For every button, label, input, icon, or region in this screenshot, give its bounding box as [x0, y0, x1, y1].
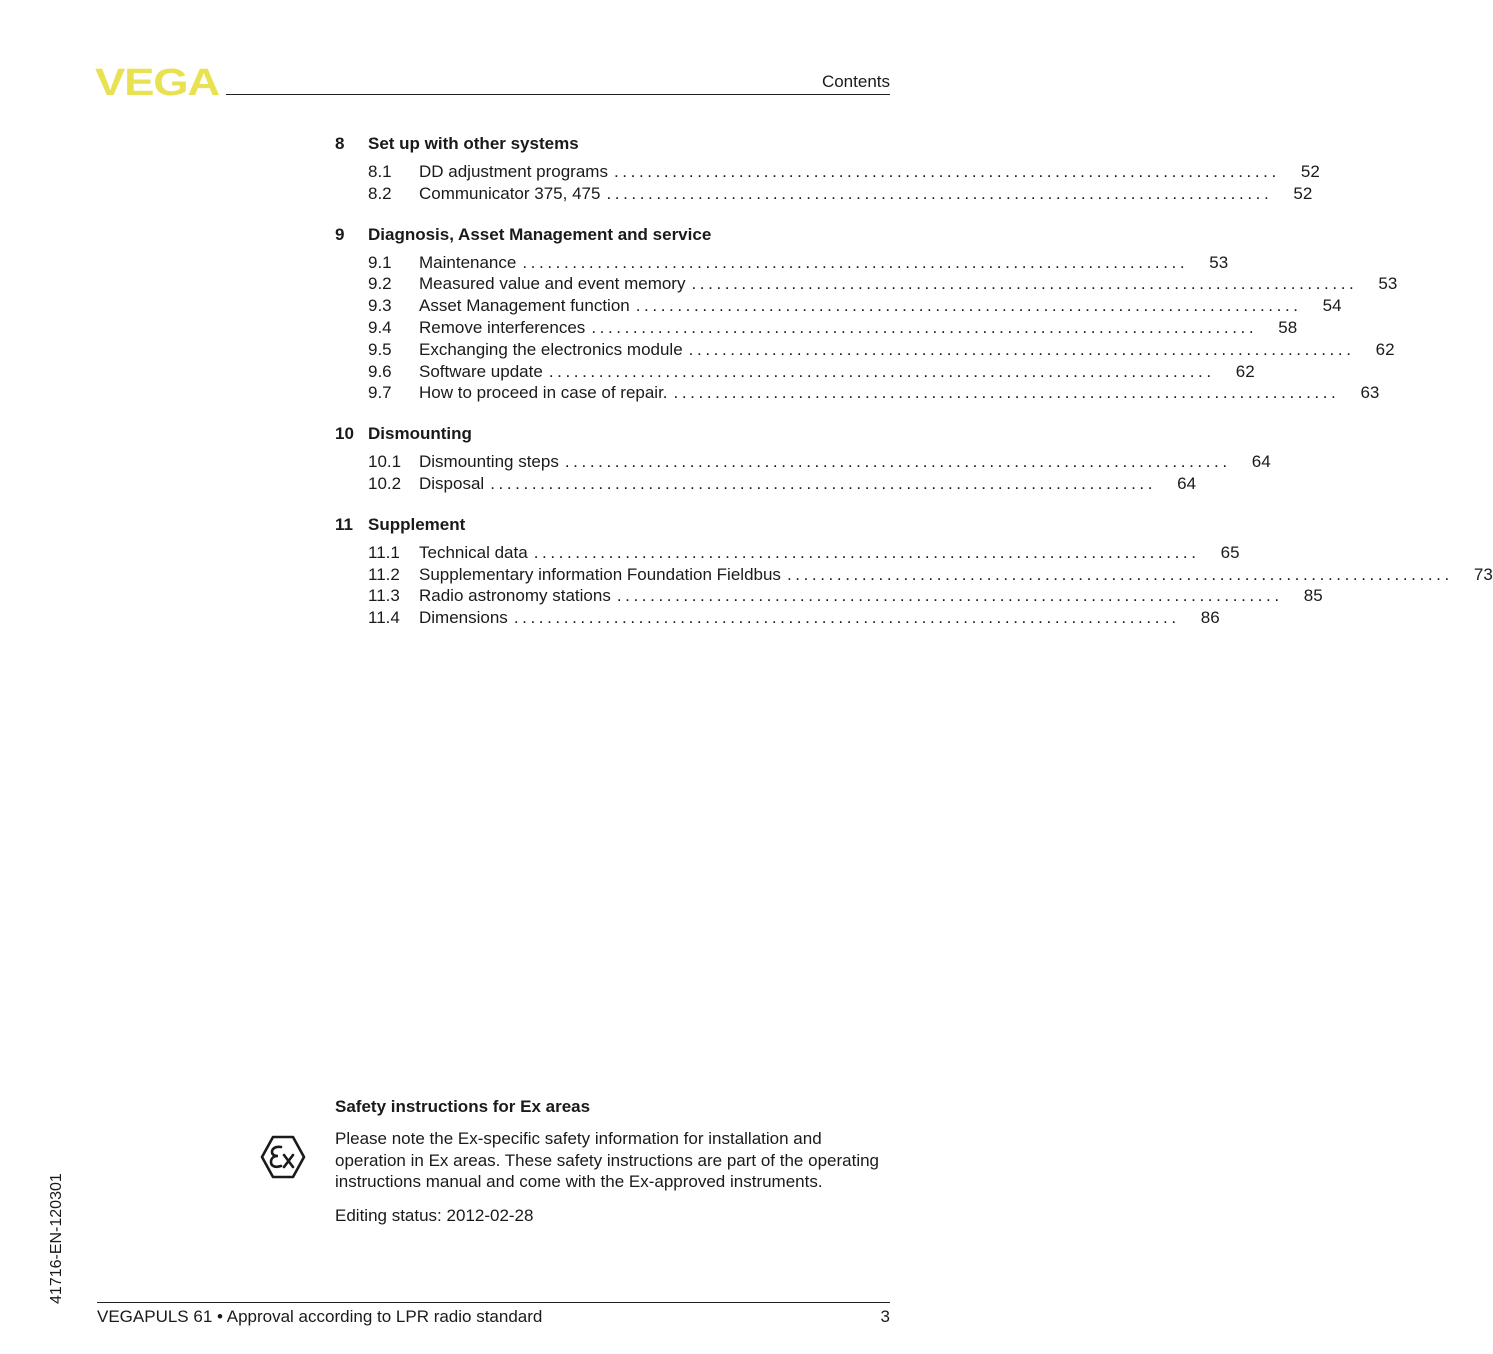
- toc-section: [335, 423, 1271, 495]
- toc-section-title: Dismounting: [368, 424, 472, 444]
- page-number: 3: [880, 1307, 890, 1326]
- toc-dot-leader: ................................................................................: [522, 252, 1189, 272]
- toc-dot-leader: ................................................................................: [691, 274, 1358, 294]
- toc-entry-number: 9.1: [368, 252, 392, 272]
- toc-dot-leader: ................................................................................: [548, 361, 1215, 381]
- footer-title: VEGAPULS 61 • Approval according to LPR radio standard: [97, 1307, 543, 1326]
- toc-entry-page: 62: [1375, 339, 1395, 359]
- toc-entry-number: 10.1: [368, 452, 402, 472]
- toc-entry-title: Radio astronomy stations: [419, 586, 611, 606]
- toc-entry-page: 63: [1360, 383, 1380, 403]
- toc-entry-number: 9.6: [368, 361, 392, 381]
- toc-entry-title: Asset Management function: [419, 296, 630, 316]
- toc-dot-leader: ................................................................................: [635, 296, 1302, 316]
- toc-dot-leader: ................................................................................: [606, 183, 1273, 203]
- toc-entry[interactable]: [335, 473, 1197, 495]
- toc-entry-page: 65: [1220, 542, 1240, 562]
- vega-logo: [95, 62, 221, 104]
- toc-entry-number: 9.4: [368, 317, 392, 337]
- footer-rule: [97, 1302, 890, 1303]
- toc-dot-leader: ................................................................................: [564, 452, 1231, 472]
- toc-entry-title: Communicator 375, 475: [419, 183, 601, 203]
- toc-entry-page: 86: [1200, 608, 1220, 628]
- toc-entry-page: 73: [1473, 564, 1493, 584]
- toc-dot-leader: ................................................................................: [613, 162, 1280, 181]
- toc-entry-number: 11.4: [368, 608, 400, 628]
- toc-entry-number: 9.3: [368, 296, 392, 316]
- toc-section: [335, 514, 1493, 629]
- toc-entry-page: 58: [1278, 317, 1298, 337]
- toc-entry[interactable]: [335, 382, 1380, 404]
- toc-entry-title: Supplementary information Foundation Fieldbus: [419, 564, 781, 584]
- toc-entry[interactable]: [335, 585, 1323, 607]
- toc-entry-title: Technical data: [419, 542, 528, 562]
- table-of-contents: [335, 133, 1493, 648]
- toc-entry-page: 64: [1251, 452, 1271, 472]
- toc-section-number: 9: [335, 224, 345, 244]
- toc-entry[interactable]: [335, 317, 1298, 339]
- toc-entry-number: 10.2: [368, 473, 402, 493]
- toc-entry-number: 9.5: [368, 339, 392, 359]
- toc-entry-title: DD adjustment programs: [419, 162, 608, 181]
- toc-section: [335, 133, 1320, 205]
- toc-dot-leader: ................................................................................: [688, 339, 1355, 359]
- toc-entry-page: 85: [1303, 586, 1323, 606]
- toc-section-heading[interactable]: [335, 224, 890, 246]
- toc-entry-title: Measured value and event memory: [419, 274, 686, 294]
- toc-entry[interactable]: [335, 252, 1229, 274]
- toc-entry[interactable]: [335, 564, 1493, 586]
- toc-entry-title: Disposal: [419, 473, 485, 493]
- header-rule: [226, 94, 890, 95]
- toc-entry-title: Exchanging the electronics module: [419, 339, 683, 359]
- toc-section-heading[interactable]: [335, 133, 890, 155]
- safety-section: [335, 1096, 890, 1227]
- ex-icon: [260, 1135, 306, 1179]
- toc-dot-leader: ................................................................................: [533, 542, 1200, 562]
- toc-entry-number: 11.3: [368, 586, 400, 606]
- toc-entry[interactable]: [335, 607, 1220, 629]
- toc-entry[interactable]: [335, 542, 1240, 564]
- toc-entry-title: Remove interferences: [419, 317, 586, 337]
- toc-entry-number: 11.2: [368, 564, 400, 584]
- toc-entry-title: Maintenance: [419, 252, 517, 272]
- toc-entry-title: Dimensions: [419, 608, 508, 628]
- vega-logo-text: VEGA: [95, 62, 220, 104]
- toc-entry[interactable]: [335, 451, 1271, 473]
- toc-entry-number: 9.2: [368, 274, 392, 294]
- toc-entry[interactable]: [335, 295, 1342, 317]
- toc-section-number: 10: [335, 424, 354, 444]
- toc-dot-leader: ................................................................................: [673, 383, 1340, 403]
- toc-dot-leader: ................................................................................: [490, 473, 1157, 493]
- toc-entry-page: 54: [1322, 296, 1342, 316]
- toc-entry[interactable]: [335, 361, 1255, 383]
- toc-dot-leader: ................................................................................: [786, 564, 1453, 584]
- toc-entry-page: 62: [1235, 361, 1255, 381]
- toc-section: [335, 224, 1398, 405]
- toc-entry-page: 52: [1300, 162, 1320, 181]
- toc-section-title: Set up with other systems: [368, 134, 579, 153]
- header-section-label: Contents: [821, 72, 890, 91]
- toc-section-heading[interactable]: [335, 514, 890, 536]
- safety-text: Please note the Ex-specific safety information for installation and operation in Ex areas. These safety instructions are part of the operating instructions manual and come with the Ex-approved instruments.: [335, 1128, 879, 1192]
- toc-section-heading[interactable]: [335, 423, 890, 445]
- toc-entry[interactable]: [335, 339, 1395, 361]
- toc-section-title: Diagnosis, Asset Management and service: [368, 224, 712, 244]
- toc-entry-page: 52: [1293, 183, 1313, 203]
- toc-dot-leader: ................................................................................: [616, 586, 1283, 606]
- toc-entry-title: Software update: [419, 361, 543, 381]
- toc-entry[interactable]: [335, 183, 1313, 205]
- document-code: 41716-EN-120301: [48, 1173, 65, 1304]
- toc-entry-number: 8.1: [368, 162, 392, 181]
- toc-dot-leader: ................................................................................: [513, 608, 1180, 628]
- toc-entry-number: 11.1: [368, 542, 400, 562]
- toc-entry[interactable]: [335, 161, 1320, 183]
- toc-entry-number: 9.7: [368, 383, 392, 403]
- toc-dot-leader: ................................................................................: [591, 317, 1258, 337]
- toc-entry-number: 8.2: [368, 183, 392, 203]
- toc-section-number: 11: [335, 514, 353, 534]
- toc-entry[interactable]: [335, 273, 1398, 295]
- toc-entry-title: Dismounting steps: [419, 452, 559, 472]
- toc-entry-page: 53: [1209, 252, 1229, 272]
- toc-entry-title: How to proceed in case of repair.: [419, 383, 668, 403]
- safety-title: Safety instructions for Ex areas: [335, 1097, 591, 1116]
- toc-section-number: 8: [335, 134, 345, 153]
- toc-section-title: Supplement: [368, 514, 466, 534]
- toc-entry-page: 64: [1177, 473, 1197, 493]
- toc-entry-page: 53: [1378, 274, 1398, 294]
- editing-status: Editing status: 2012-02-28: [335, 1206, 534, 1226]
